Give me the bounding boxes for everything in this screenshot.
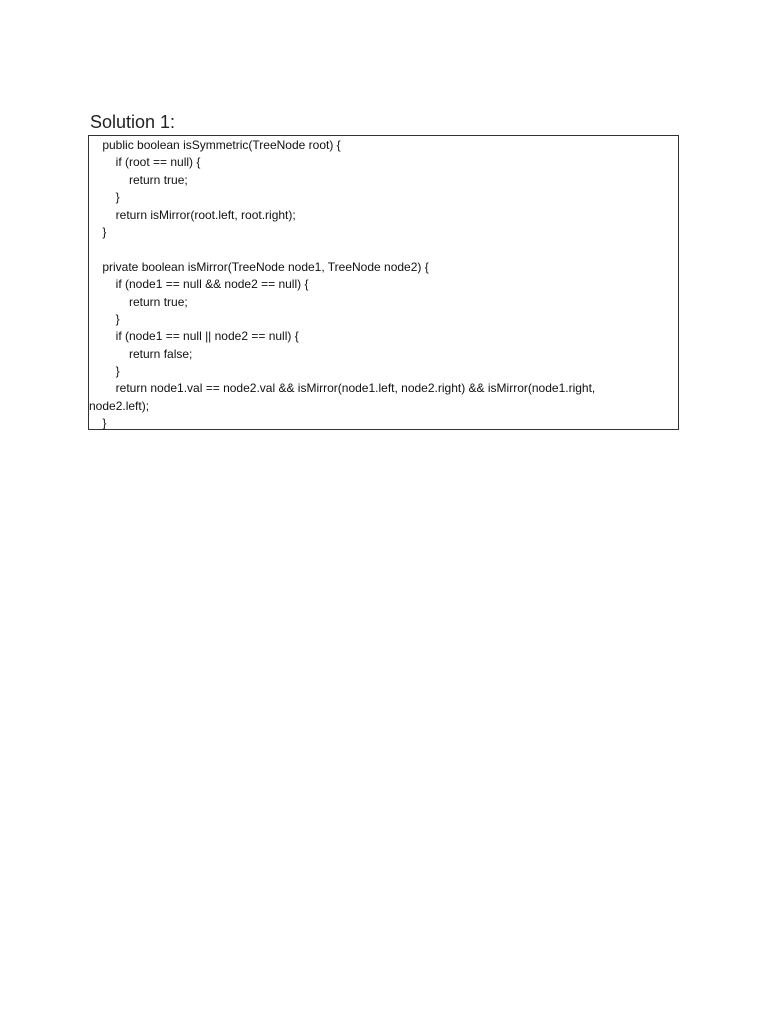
code-block (88, 135, 679, 430)
solution-heading: Solution 1: (90, 112, 176, 132)
code-line-2: if (root == null) { (89, 155, 201, 170)
code-line-6: } (89, 224, 107, 239)
code-line-14: } (89, 364, 120, 379)
code-line-15: return node1.val == node2.val && isMirror(node1.left, node2.right) && isMirror(node1.right, (89, 381, 596, 396)
code-line-17: } (89, 416, 107, 431)
code-line-9: if (node1 == null && node2 == null) { (89, 277, 309, 292)
code-line-5: return isMirror(root.left, root.right); (89, 207, 296, 222)
code-line-16: node2.left); (89, 398, 150, 413)
code-line-3: return true; (89, 172, 188, 187)
code-line-4: } (89, 190, 120, 205)
code-line-11: } (89, 311, 120, 326)
code-line-7 (89, 241, 678, 258)
code-line-12: if (node1 == null || node2 == null) { (89, 329, 299, 344)
code-line-10: return true; (89, 294, 188, 309)
code-line-1: public boolean isSymmetric(TreeNode root) { (89, 138, 341, 152)
code-line-8: private boolean isMirror(TreeNode node1, TreeNode node2) { (89, 259, 429, 274)
code-line-13: return false; (89, 346, 193, 361)
code-lines (89, 137, 678, 433)
